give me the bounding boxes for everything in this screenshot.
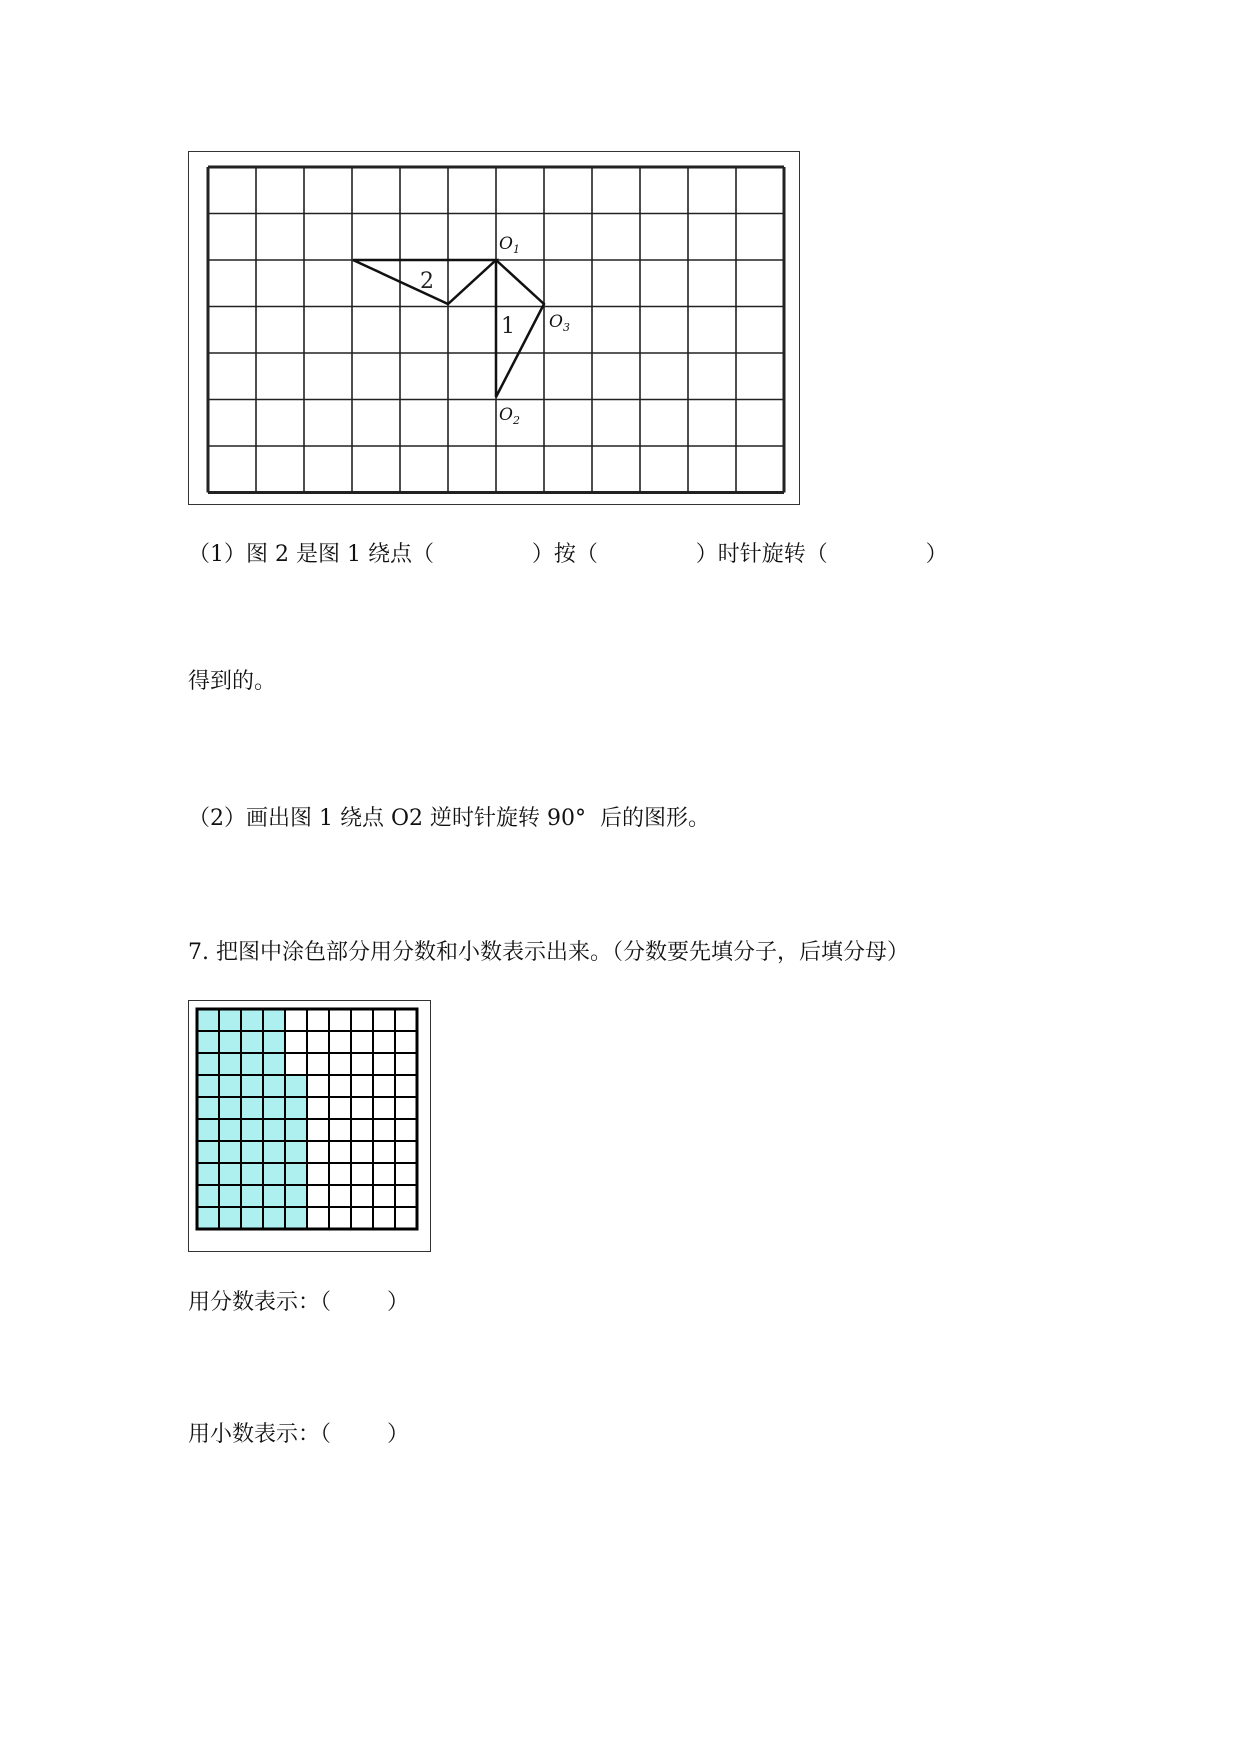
shaded-cell	[241, 1075, 263, 1097]
unshaded-cell	[307, 1119, 329, 1141]
point-o2-label: $O_2$	[499, 405, 520, 427]
unshaded-cell	[395, 1009, 417, 1031]
figure-2-label: 2	[420, 269, 434, 294]
shaded-cell	[197, 1141, 219, 1163]
shaded-cell	[219, 1053, 241, 1075]
unshaded-cell	[351, 1207, 373, 1229]
shaded-cell	[219, 1119, 241, 1141]
shaded-cell	[241, 1185, 263, 1207]
shaded-cell	[263, 1119, 285, 1141]
unshaded-cell	[351, 1141, 373, 1163]
shaded-cell	[219, 1141, 241, 1163]
shaded-cell	[197, 1207, 219, 1229]
unshaded-cell	[285, 1053, 307, 1075]
shaded-cell	[197, 1119, 219, 1141]
unshaded-cell	[329, 1075, 351, 1097]
q6-part2: （2）画出图 1 绕点 O2 逆时针旋转 90° 后的图形。	[188, 806, 710, 831]
shaded-cell	[241, 1163, 263, 1185]
shaded-cell	[197, 1163, 219, 1185]
shaded-cell	[219, 1031, 241, 1053]
unshaded-cell	[285, 1031, 307, 1053]
unshaded-cell	[307, 1185, 329, 1207]
unshaded-cell	[329, 1031, 351, 1053]
shaded-cell	[219, 1185, 241, 1207]
shaded-cell	[197, 1009, 219, 1031]
hundred-grid-svg	[189, 1001, 432, 1253]
unshaded-cell	[329, 1163, 351, 1185]
shaded-cell	[197, 1185, 219, 1207]
shaded-cell	[263, 1141, 285, 1163]
shaded-cell	[263, 1075, 285, 1097]
unshaded-cell	[307, 1053, 329, 1075]
shaded-cell	[263, 1185, 285, 1207]
unshaded-cell	[373, 1207, 395, 1229]
shaded-cell	[241, 1207, 263, 1229]
unshaded-cell	[307, 1141, 329, 1163]
shaded-cell	[219, 1075, 241, 1097]
shaded-cell	[285, 1141, 307, 1163]
unshaded-cell	[307, 1009, 329, 1031]
q6-part1-line2: 得到的。	[188, 669, 277, 694]
shaded-cell	[263, 1009, 285, 1031]
shaded-cell	[197, 1053, 219, 1075]
q7-fraction-line: 用分数表示：（ ）	[188, 1290, 409, 1315]
unshaded-cell	[351, 1163, 373, 1185]
unshaded-cell	[307, 1031, 329, 1053]
shaded-cell	[285, 1163, 307, 1185]
unshaded-cell	[307, 1097, 329, 1119]
unshaded-cell	[395, 1097, 417, 1119]
rotation-grid-svg	[189, 152, 801, 506]
unshaded-cell	[307, 1075, 329, 1097]
unshaded-cell	[373, 1031, 395, 1053]
shaded-cell	[285, 1185, 307, 1207]
q6-part1-line1: （1）图 2 是图 1 绕点（ ）按（ ）时针旋转（ ）	[188, 542, 948, 567]
shaded-cell	[241, 1009, 263, 1031]
q7-decimal-line: 用小数表示：（ ）	[188, 1422, 409, 1447]
shaded-cell	[241, 1031, 263, 1053]
shaded-cell	[285, 1119, 307, 1141]
shaded-cell	[241, 1141, 263, 1163]
hundred-grid-figure	[188, 1000, 431, 1252]
unshaded-cell	[373, 1141, 395, 1163]
q7-title: 7. 把图中涂色部分用分数和小数表示出来。（分数要先填分子，后填分母）	[188, 940, 909, 965]
shaded-cell	[197, 1075, 219, 1097]
unshaded-cell	[373, 1185, 395, 1207]
unshaded-cell	[307, 1163, 329, 1185]
unshaded-cell	[395, 1075, 417, 1097]
unshaded-cell	[351, 1097, 373, 1119]
shaded-cell	[219, 1097, 241, 1119]
shaded-cell	[241, 1097, 263, 1119]
unshaded-cell	[329, 1141, 351, 1163]
unshaded-cell	[285, 1009, 307, 1031]
hundred-grid-cells	[197, 1009, 417, 1229]
unshaded-cell	[373, 1163, 395, 1185]
shaded-cell	[197, 1031, 219, 1053]
unshaded-cell	[351, 1009, 373, 1031]
unshaded-cell	[395, 1031, 417, 1053]
unshaded-cell	[351, 1185, 373, 1207]
unshaded-cell	[395, 1207, 417, 1229]
point-o3-label: $O_3$	[549, 312, 570, 334]
shaded-cell	[219, 1163, 241, 1185]
unshaded-cell	[307, 1207, 329, 1229]
shaded-cell	[219, 1009, 241, 1031]
unshaded-cell	[395, 1185, 417, 1207]
shaded-cell	[263, 1163, 285, 1185]
unshaded-cell	[329, 1185, 351, 1207]
shaded-cell	[285, 1097, 307, 1119]
unshaded-cell	[395, 1141, 417, 1163]
rotation-grid-figure	[188, 151, 800, 505]
unshaded-cell	[373, 1009, 395, 1031]
unshaded-cell	[329, 1119, 351, 1141]
shaded-cell	[263, 1031, 285, 1053]
unshaded-cell	[329, 1097, 351, 1119]
shaded-cell	[263, 1053, 285, 1075]
unshaded-cell	[373, 1097, 395, 1119]
shaded-cell	[219, 1207, 241, 1229]
unshaded-cell	[395, 1119, 417, 1141]
unshaded-cell	[373, 1075, 395, 1097]
shaded-cell	[285, 1075, 307, 1097]
shaded-cell	[263, 1207, 285, 1229]
shaded-cell	[241, 1053, 263, 1075]
point-o1-label: $O_1$	[499, 234, 520, 256]
unshaded-cell	[351, 1053, 373, 1075]
unshaded-cell	[373, 1119, 395, 1141]
unshaded-cell	[351, 1119, 373, 1141]
unshaded-cell	[373, 1053, 395, 1075]
shaded-cell	[263, 1097, 285, 1119]
shaded-cell	[285, 1207, 307, 1229]
unshaded-cell	[351, 1031, 373, 1053]
unshaded-cell	[395, 1053, 417, 1075]
unshaded-cell	[351, 1075, 373, 1097]
shaded-cell	[197, 1097, 219, 1119]
unshaded-cell	[329, 1207, 351, 1229]
unshaded-cell	[329, 1053, 351, 1075]
figure-1-label: 1	[501, 314, 515, 339]
unshaded-cell	[329, 1009, 351, 1031]
shaded-cell	[241, 1119, 263, 1141]
unshaded-cell	[395, 1163, 417, 1185]
